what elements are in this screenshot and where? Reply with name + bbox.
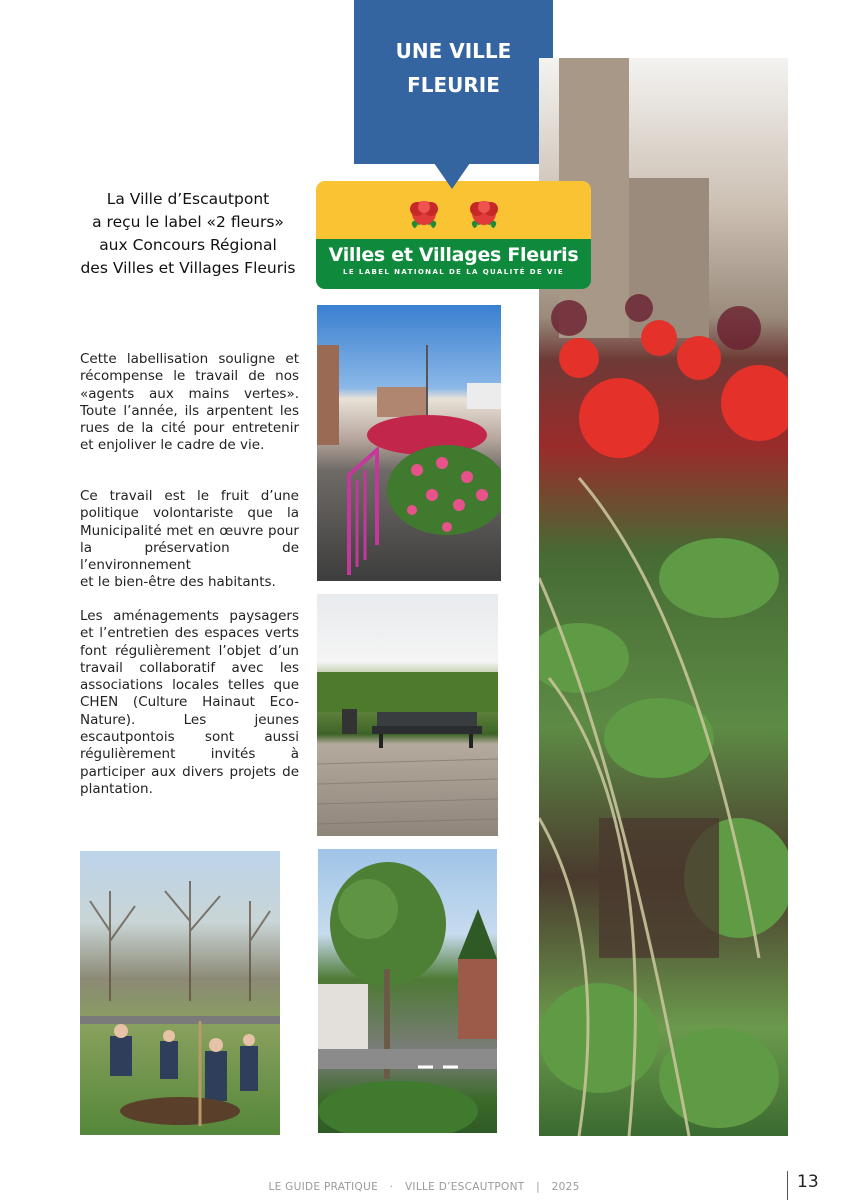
paragraph-politique-end: et le bien-être des habitants. xyxy=(80,574,276,591)
villes-villages-fleuris-logo xyxy=(316,181,591,289)
footer-bar: | xyxy=(536,1181,540,1193)
intro-line: La Ville d’Escautpont xyxy=(106,190,270,208)
logo-green-band xyxy=(316,239,591,289)
paragraph-politique-main: Ce travail est le fruit d’une politique volontariste que la Municipalité met en œuvre pour la préservation de l’environnement xyxy=(80,488,299,574)
section-banner xyxy=(354,0,553,164)
logo-name: Villes et Villages Fleuris xyxy=(328,244,579,266)
tree-planting-photo xyxy=(80,851,280,1135)
two-flowers-icon xyxy=(316,195,591,239)
young-tree-street-photo xyxy=(318,849,497,1133)
footer-city: VILLE D’ESCAUTPONT xyxy=(404,1181,525,1193)
footer-dot: · xyxy=(389,1181,394,1193)
paragraph-labellisation: Cette labellisation souligne et récompense le travail de nos «agents aux mains vertes». Toute l’année, ils arpentent les rues de la cité pour entretenir et enjoliver le cadre de vie. xyxy=(80,351,299,454)
page-number-divider xyxy=(787,1171,788,1200)
paragraph-amenagements: Les aménagements paysagers et l’entretien des espaces verts font régulièrement l’objet d’un travail collaboratif avec les associations locales telles que CHEN (Culture Hainaut Eco-Nature). Les jeunes escautpontois sont aussi régulièrement invités à participer aux divers projets de plantation. xyxy=(80,608,299,797)
intro-heading xyxy=(72,188,304,280)
banner-pointer xyxy=(434,163,470,189)
intro-line: a reçu le label «2 fleurs» xyxy=(92,213,284,231)
street-flowerbed-photo xyxy=(317,305,501,581)
footer-guide: LE GUIDE PRATIQUE xyxy=(268,1181,379,1193)
banner-title-line2: FLEURIE xyxy=(407,73,500,97)
page-footer xyxy=(0,1181,848,1193)
park-bench-photo xyxy=(317,594,498,836)
page-number: 13 xyxy=(797,1172,819,1192)
banner-title-line1: UNE VILLE xyxy=(395,39,512,63)
paragraph-politique xyxy=(80,488,299,592)
logo-tagline: LE LABEL NATIONAL DE LA QUALITÉ DE VIE xyxy=(342,268,565,276)
intro-line: aux Concours Régional xyxy=(99,236,277,254)
intro-line: des Villes et Villages Fleuris xyxy=(80,259,296,277)
footer-year: 2025 xyxy=(551,1181,580,1193)
